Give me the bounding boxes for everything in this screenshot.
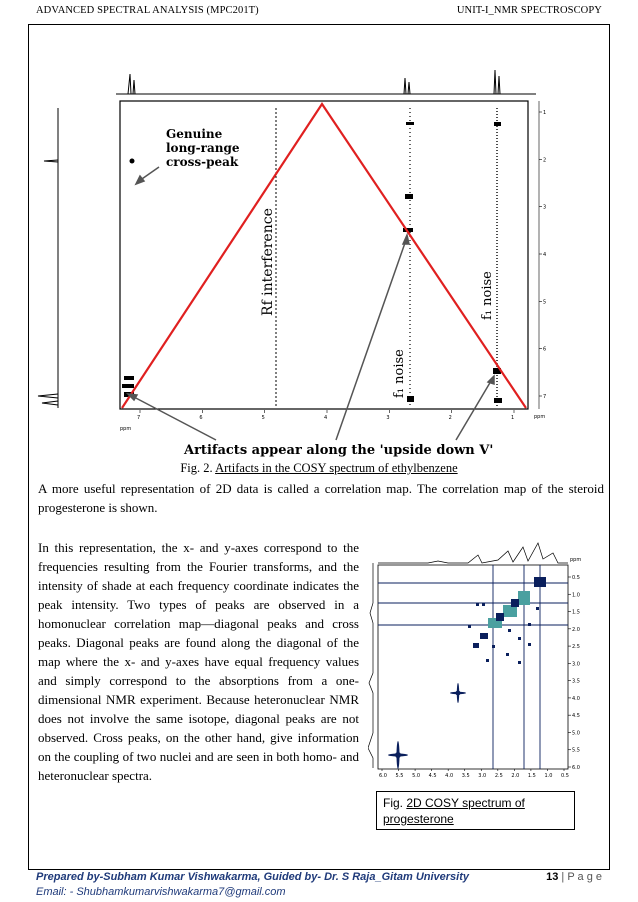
bticks2-tick-label: 4.0	[445, 773, 454, 779]
bticks2-tick-label: 2.0	[511, 773, 520, 779]
bticks1-tick-label: 4	[324, 415, 328, 421]
annotation-f1-noise-1: f₁ noise	[392, 349, 407, 398]
rticks1-tick-label: 3	[543, 204, 547, 211]
rticks2-tick-label: 3.0	[572, 661, 580, 668]
rticks2-tick-label: 4.0	[572, 695, 580, 702]
rticks2-tick-label: 5.5	[572, 747, 580, 754]
annotation-arrows	[128, 167, 494, 440]
figure-caption-1	[0, 461, 638, 476]
paragraph-representation: In this representation, the x- and y-axes correspond to the frequencies resulting from the Fourier transforms, and the intensity of shade at each frequency coordinate indicates the peak intensity. Two types of peaks are observed in a homonuclear correlation map—diagonal peaks and cross peaks. Diagonal peaks are found along the diagonal of the map where the x- and y-axes have equal frequency values and simply correspond to the absorptions from a one-dimensional NMR experiment. Because heteronuclear NMR does not involve the same isotope, diagonal peaks are not observed. Cross peaks, on the other hand, give information on the coupling of two nuclei and are seen in both homo- and heteronuclear spectra.	[38, 540, 359, 783]
bticks1-tick-label: 5	[261, 415, 265, 421]
annotation-rf-interference: Rf interference	[260, 208, 276, 316]
page-footer	[36, 870, 602, 900]
plot-frame	[378, 565, 568, 769]
header-course: ADVANCED SPECTRAL ANALYSIS (MPC201T)	[36, 5, 259, 16]
rticks2-tick-label: 6.0	[572, 765, 580, 771]
caption-1-text: Artifacts in the COSY spectrum of ethylbenzene	[215, 461, 458, 475]
rticks2-tick-label: 2.0	[572, 626, 580, 633]
bticks2-tick-label: 3.0	[478, 773, 487, 779]
footer-prepared-by: Prepared by-Subham Kumar Vishwakarma, Guided by- Dr. S Raja_Gitam University	[36, 871, 470, 883]
page-header	[36, 5, 602, 23]
footer-email: Email: - Shubhamkumarvishwakarma7@gmail.com	[36, 886, 286, 898]
page-number	[546, 870, 602, 885]
bticks2-tick-label: 6.0	[379, 773, 387, 779]
left-projection-spectrum	[368, 563, 373, 768]
bticks1-tick-label: 1	[511, 415, 515, 421]
rticks1-tick-label: 4	[543, 252, 547, 258]
caption-2-text: 2D COSY spectrum of progesterone	[383, 796, 525, 826]
bticks2-tick-label: 5.0	[412, 773, 421, 779]
bticks1-tick-label: 7	[137, 415, 141, 421]
cosy-progesterone-figure	[368, 533, 588, 788]
bticks1-tick-label: 3	[386, 415, 390, 421]
bticks2-tick-label: 3.5	[461, 773, 470, 779]
svg-text:ppm: ppm	[120, 426, 132, 432]
rticks2-tick-label: 1.5	[572, 609, 580, 616]
bottom-axis	[379, 769, 569, 779]
annotation-genuine-1: Genuine	[166, 127, 223, 141]
paragraph-correlation-map: A more useful representation of 2D data is called a correlation map. The correlation map of the steroid progesterone is shown.	[38, 481, 604, 515]
rticks1-tick-label: 6	[543, 346, 547, 353]
rticks2-tick-label: 0.5	[572, 575, 580, 581]
right-axis	[568, 557, 581, 771]
bticks2-tick-label: 0.5	[561, 773, 569, 779]
rticks2-tick-label: 1.0	[572, 592, 580, 599]
bticks2-tick-label: 5.5	[395, 773, 404, 779]
right-axis	[534, 101, 546, 420]
annotation-artifacts: Artifacts appear along the 'upside down V'	[184, 443, 494, 458]
bticks2-tick-label: 1.5	[527, 773, 536, 779]
rticks1-tick-label: 2	[543, 157, 547, 164]
bticks2-tick-label: 1.0	[544, 773, 553, 779]
page-word: P a g e	[567, 871, 602, 883]
bticks1-tick-label: 6	[199, 415, 203, 421]
page-separator: |	[558, 871, 568, 883]
figure-annotations	[166, 127, 495, 458]
page-number-value: 13	[546, 871, 559, 883]
rticks2-tick-label: 5.0	[572, 730, 580, 737]
bticks2-tick-label: 4.5	[428, 773, 437, 779]
rticks2-tick-label: 3.5	[572, 678, 580, 685]
header-unit: UNIT-I_NMR SPECTROSCOPY	[456, 5, 602, 16]
rticks1-tick-label: 1	[543, 110, 547, 116]
caption-2-prefix: Fig.	[383, 796, 407, 810]
bticks2-tick-label: 2.5	[494, 773, 503, 779]
annotation-genuine-2: long-range	[166, 141, 240, 155]
cosy-ethylbenzene-figure	[36, 68, 592, 463]
rticks1-tick-label: 7	[543, 394, 547, 400]
svg-text:ppm: ppm	[534, 414, 546, 420]
annotation-genuine-3: cross-peak	[166, 155, 239, 169]
left-projection-spectrum	[38, 108, 58, 408]
rticks2-tick-label: 4.5	[572, 713, 580, 720]
top-projection-spectrum	[378, 543, 568, 563]
annotation-f1-noise-2: f₁ noise	[480, 271, 495, 320]
rticks2-tick-label: 2.5	[572, 644, 580, 651]
figure-caption-2	[376, 791, 575, 830]
rticks1-tick-label: 5	[543, 299, 547, 306]
caption-1-prefix: Fig. 2.	[180, 461, 213, 475]
svg-text:ppm: ppm	[570, 557, 582, 563]
bticks1-tick-label: 2	[448, 415, 452, 421]
top-projection-spectrum	[116, 70, 536, 94]
